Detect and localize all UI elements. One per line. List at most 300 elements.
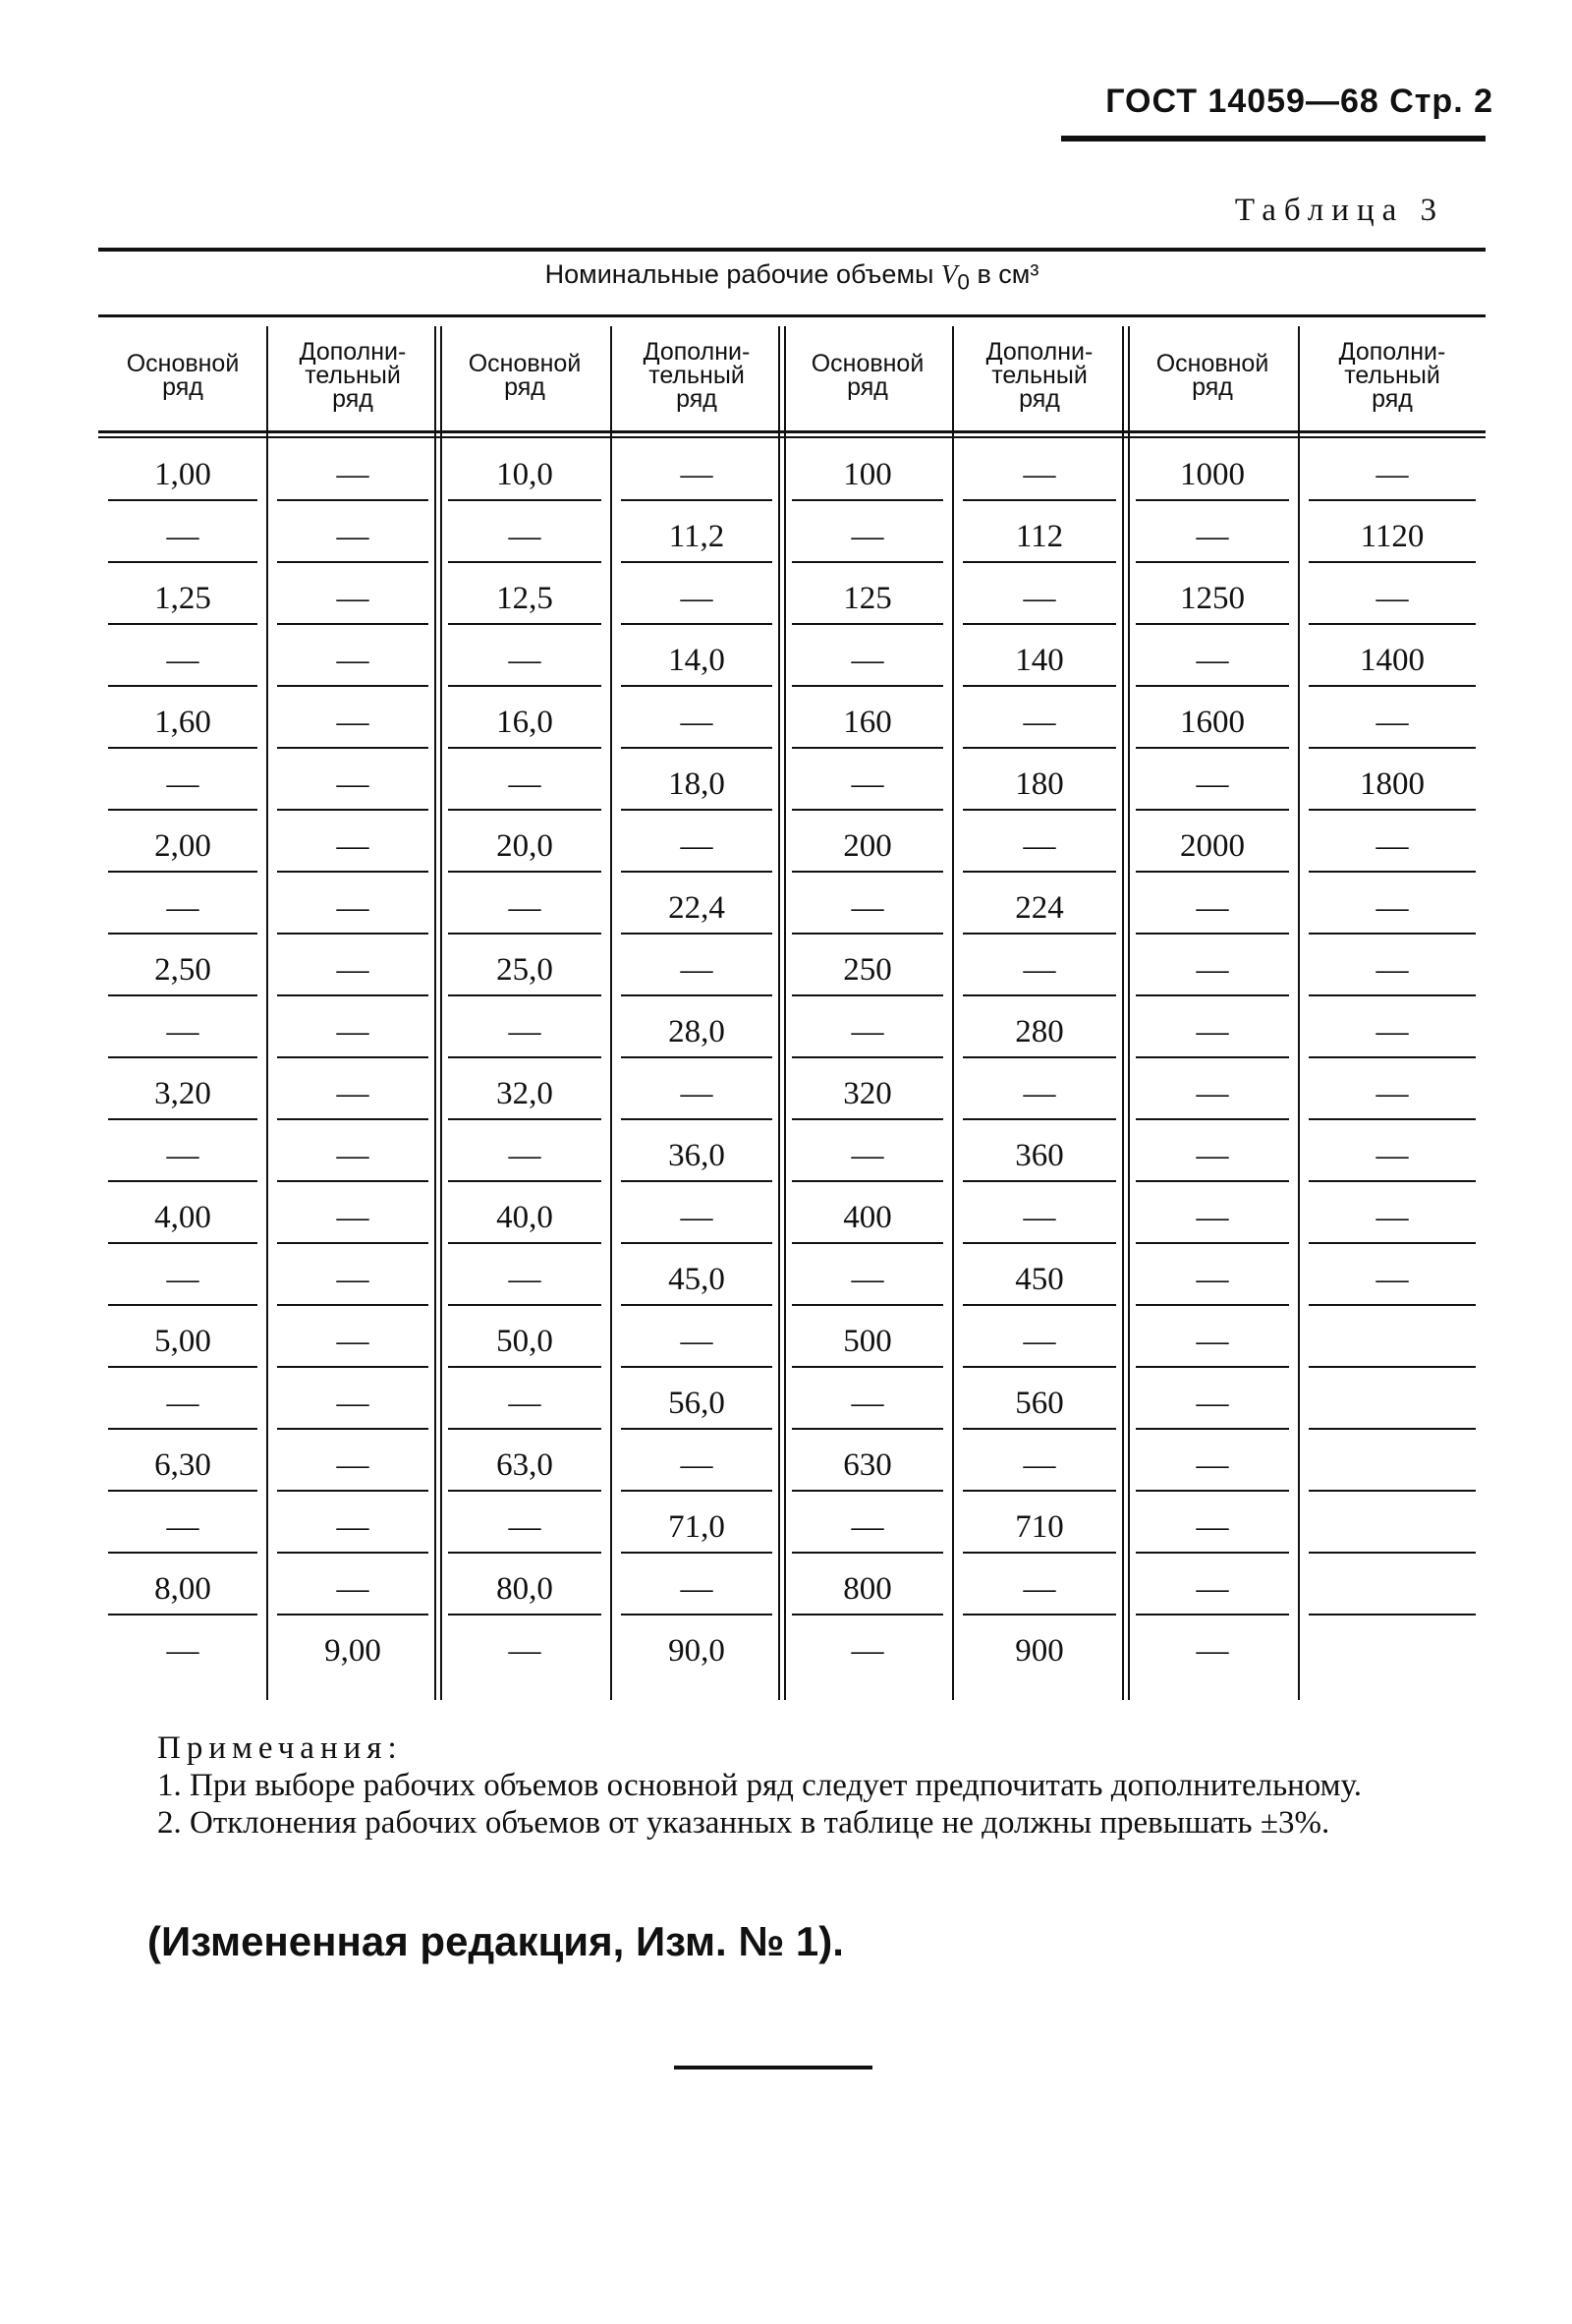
table-cell [448,1247,601,1308]
table-cell [448,1557,601,1617]
cell-rule [621,747,772,749]
column-header: Основной ряд [811,350,925,401]
cell-rule [277,561,428,563]
table-cell [108,814,257,875]
cell-value: 90,0 [668,1633,725,1669]
table-cell [1136,876,1289,936]
table-cell [1309,814,1476,875]
cell-rule [108,1428,257,1430]
cell-value: — [336,890,369,926]
table-cell [108,1061,257,1122]
table-cell [963,1185,1116,1246]
table-cell [108,937,257,998]
cell-value: — [1023,705,1056,740]
table-cell [621,1495,772,1556]
table-cell [448,876,601,936]
table-cell [108,566,257,627]
cell-rule [621,1180,772,1182]
cell-value: — [1376,457,1409,492]
table-cell [792,1247,943,1308]
cell-rule [448,623,601,625]
cell-value: 56,0 [668,1386,725,1421]
cell-rule [277,499,428,501]
cell-rule [108,1366,257,1368]
cell-value: 32,0 [496,1076,553,1111]
table-cell [448,1618,601,1679]
cell-rule [621,1118,772,1120]
table-cell [277,504,428,565]
table-cell [1309,504,1476,565]
table-cell [277,1557,428,1617]
cell-rule [621,809,772,811]
cell-value: 8,00 [154,1571,211,1607]
table-cell [621,504,772,565]
cell-value: — [166,766,199,802]
cell-value: 1250 [1180,581,1245,616]
cell-rule [108,994,257,996]
cell-value: 160 [843,705,892,740]
cell-rule [277,747,428,749]
cell-value: — [851,519,884,554]
table-cell [963,628,1116,689]
cell-rule [277,623,428,625]
table-cell [1136,1123,1289,1184]
table-cell [1136,1495,1289,1556]
header-rule [1061,136,1486,142]
cell-value: — [1196,643,1229,678]
table-top-rule [98,248,1486,252]
cell-rule [1136,623,1289,625]
cell-value: — [680,1076,713,1111]
table-cell [1136,1618,1289,1679]
cell-value: 4,00 [154,1200,211,1235]
table-title-subscript: 0 [957,269,970,295]
column-header: Основной ряд [1155,350,1269,401]
cell-rule [448,561,601,563]
table-cell [448,1185,601,1246]
table-cell [792,814,943,875]
table-cell [1136,1185,1289,1246]
column-divider [266,326,268,1700]
cell-rule [448,1490,601,1492]
cell-value: 22,4 [668,890,725,926]
table-cell [792,628,943,689]
table-cell [108,628,257,689]
cell-rule [792,1366,943,1368]
cell-value: — [336,828,369,864]
cell-value: — [1376,1014,1409,1049]
table-cell [1309,876,1476,936]
cell-rule [108,1552,257,1554]
table-cell [277,1433,428,1494]
cell-value: — [166,1262,199,1297]
cell-rule [963,1118,1116,1120]
table-cell [108,1557,257,1617]
table-cell [792,504,943,565]
cell-value: 224 [1015,890,1064,926]
cell-rule [277,1056,428,1058]
cell-rule [108,1242,257,1244]
table-cell [108,752,257,813]
cell-value: — [1376,1262,1409,1297]
table-cell [621,690,772,751]
cell-value: 100 [843,457,892,492]
column-header-rule [98,430,1486,433]
table-cell [1309,566,1476,627]
table-cell [1309,999,1476,1060]
cell-rule [792,1118,943,1120]
cell-value: — [851,1262,884,1297]
cell-value: — [1023,1324,1056,1359]
table-title [98,259,1486,295]
table-cell [1309,442,1476,503]
column-divider [434,326,436,1700]
table-cell [448,1061,601,1122]
table-cell [1309,1557,1476,1617]
table-cell [448,442,601,503]
cell-rule [792,561,943,563]
table-cell [792,1061,943,1122]
cell-value: — [508,890,541,926]
cell-rule [448,1118,601,1120]
cell-rule [621,933,772,935]
cell-value: 1,00 [154,457,211,492]
cell-value: 18,0 [668,766,725,802]
table-cell [1309,1618,1476,1679]
cell-rule [448,1614,601,1615]
cell-value: 2,00 [154,828,211,864]
cell-value: — [336,1571,369,1607]
cell-value: — [680,705,713,740]
cell-value: 63,0 [496,1447,553,1483]
table-cell [108,504,257,565]
cell-value: 450 [1015,1262,1064,1297]
cell-value: — [1023,1200,1056,1235]
cell-value: — [166,890,199,926]
table-cell [792,690,943,751]
cell-rule [792,685,943,687]
cell-value: — [166,519,199,554]
cell-rule [1309,1304,1476,1306]
cell-value: — [680,457,713,492]
table-cell [108,1618,257,1679]
cell-value: — [1196,1076,1229,1111]
cell-rule [621,1428,772,1430]
cell-rule [108,561,257,563]
cell-value: — [336,705,369,740]
cell-rule [792,1056,943,1058]
cell-value: — [336,1200,369,1235]
table-cell [621,628,772,689]
table-cell [448,999,601,1060]
cell-value: — [851,890,884,926]
table-cell [963,1247,1116,1308]
cell-value: 20,0 [496,828,553,864]
cell-rule [448,1056,601,1058]
cell-value: 400 [843,1200,892,1235]
table-cell [621,442,772,503]
cell-rule [1136,747,1289,749]
cell-rule [792,809,943,811]
table-cell [792,1557,943,1617]
cell-value: 180 [1015,766,1064,802]
cell-value: 900 [1015,1633,1064,1669]
cell-value: — [1023,1447,1056,1483]
cell-rule [108,499,257,501]
column-header: Основной ряд [126,350,240,401]
table-cell [277,937,428,998]
cell-value: 320 [843,1076,892,1111]
cell-value: — [508,1138,541,1173]
cell-value: — [508,519,541,554]
table-cell [448,1309,601,1370]
cell-value: — [166,1633,199,1669]
cell-rule [108,1118,257,1120]
table-cell [448,1123,601,1184]
cell-value: — [1023,1076,1056,1111]
cell-value: — [1376,581,1409,616]
column-divider [610,326,612,1700]
cell-value: — [336,643,369,678]
table-cell [621,1433,772,1494]
cell-rule [792,1490,943,1492]
cell-rule [963,747,1116,749]
cell-value: — [1196,1014,1229,1049]
cell-value: 125 [843,581,892,616]
cell-value: — [1196,1571,1229,1607]
note-item-1: 1. При выборе рабочих объемов основной ряд следует предпочитать дополнительному. [157,1768,1362,1803]
cell-value: — [851,1014,884,1049]
cell-rule [108,747,257,749]
cell-rule [1309,1366,1476,1368]
cell-rule [621,871,772,873]
cell-rule [448,1180,601,1182]
table-cell [1136,690,1289,751]
table-cell [621,1618,772,1679]
table-cell [1309,1433,1476,1494]
cell-value: — [1196,952,1229,988]
cell-rule [963,809,1116,811]
cell-rule [792,747,943,749]
table-cell [963,999,1116,1060]
cell-value: 80,0 [496,1571,553,1607]
table-cell [277,876,428,936]
table-cell [792,1309,943,1370]
cell-value: — [1023,828,1056,864]
cell-rule [1309,1180,1476,1182]
table-cell [277,1185,428,1246]
cell-rule [448,1552,601,1554]
cell-rule [621,1366,772,1368]
cell-rule [448,499,601,501]
cell-value: — [1196,1200,1229,1235]
cell-value: — [1196,1262,1229,1297]
cell-rule [963,1242,1116,1244]
cell-rule [448,1428,601,1430]
cell-value: 3,20 [154,1076,211,1111]
cell-value: 28,0 [668,1014,725,1049]
cell-value: — [1196,1509,1229,1545]
cell-rule [621,623,772,625]
cell-rule [1136,1304,1289,1306]
table-cell [1136,1433,1289,1494]
cell-rule [621,1490,772,1492]
table-cell [1309,1309,1476,1370]
cell-rule [108,1490,257,1492]
table-cell [963,1433,1116,1494]
table-cell [277,1371,428,1432]
cell-value: — [851,1386,884,1421]
table-cell [621,1371,772,1432]
cell-value: — [1023,581,1056,616]
cell-value: — [851,1509,884,1545]
cell-value: 25,0 [496,952,553,988]
cell-rule [621,1552,772,1554]
table-cell [277,1495,428,1556]
cell-rule [963,1366,1116,1368]
table-cell [963,814,1116,875]
table-cell [963,1309,1116,1370]
cell-rule [792,1614,943,1615]
cell-value: 36,0 [668,1138,725,1173]
table-cell [1136,814,1289,875]
table-cell [108,1247,257,1308]
cell-value: 1600 [1180,705,1245,740]
cell-value: 500 [843,1324,892,1359]
cell-rule [963,561,1116,563]
cell-value: — [336,1386,369,1421]
cell-value: 1,25 [154,581,211,616]
cell-value: — [1376,828,1409,864]
cell-value: — [680,581,713,616]
table-cell [963,1123,1116,1184]
cell-rule [792,1242,943,1244]
cell-value: — [336,952,369,988]
end-rule [674,2066,872,2069]
table-cell [1136,999,1289,1060]
cell-value: — [336,1014,369,1049]
table-cell [963,1371,1116,1432]
cell-value: — [336,1262,369,1297]
cell-rule [1309,623,1476,625]
table-cell [448,937,601,998]
cell-value: 1120 [1360,519,1425,554]
cell-rule [963,499,1116,501]
table-cell [277,628,428,689]
cell-rule [792,871,943,873]
table-cell [1309,752,1476,813]
cell-value: — [508,1262,541,1297]
cell-value: — [336,1138,369,1173]
cell-rule [277,1118,428,1120]
cell-value: — [680,1200,713,1235]
cell-value: 560 [1015,1386,1064,1421]
cell-value: — [1376,1200,1409,1235]
cell-value: — [851,1633,884,1669]
table-cell [1136,1309,1289,1370]
cell-rule [963,1552,1116,1554]
table-cell [108,1123,257,1184]
cell-rule [277,1180,428,1182]
cell-value: 50,0 [496,1324,553,1359]
amendment-note: (Измененная редакция, Изм. № 1). [147,1918,844,1964]
cell-value: — [166,1509,199,1545]
cell-value: — [166,1014,199,1049]
cell-rule [108,1180,257,1182]
table-cell [1309,937,1476,998]
table-cell [963,752,1116,813]
cell-value: — [508,1014,541,1049]
cell-value: 710 [1015,1509,1064,1545]
table-cell [448,504,601,565]
page-header: ГОСТ 14059—68 Стр. 2 [1105,83,1493,120]
table-cell [277,999,428,1060]
table-cell [108,1495,257,1556]
table-cell [1136,1061,1289,1122]
table-cell [963,1557,1116,1617]
cell-value: 630 [843,1447,892,1483]
table-cell [108,876,257,936]
cell-value: — [508,1386,541,1421]
table-cell [448,628,601,689]
cell-rule [963,623,1116,625]
cell-value: — [336,457,369,492]
cell-value: 1800 [1360,766,1425,802]
cell-rule [448,1242,601,1244]
cell-rule [963,871,1116,873]
column-divider [1122,326,1124,1700]
table-cell [792,752,943,813]
notes-title: Примечания: [157,1730,403,1766]
cell-rule [108,1304,257,1306]
cell-rule [1309,994,1476,996]
cell-rule [1136,1490,1289,1492]
cell-rule [108,1056,257,1058]
table-cell [621,937,772,998]
table-cell [108,1371,257,1432]
table-cell [621,1309,772,1370]
cell-rule [277,809,428,811]
cell-rule [1309,685,1476,687]
column-header: Дополни- тельный ряд [1338,338,1446,413]
table-cell [963,504,1116,565]
cell-rule [108,1614,257,1615]
cell-rule [1136,809,1289,811]
cell-rule [448,1304,601,1306]
table-cell [448,1371,601,1432]
cell-value: 11,2 [668,519,725,554]
table-cell [1136,442,1289,503]
cell-value: 14,0 [668,643,725,678]
cell-rule [1309,1614,1476,1615]
table-cell [621,876,772,936]
cell-value: — [680,1571,713,1607]
table-cell [277,1309,428,1370]
cell-value: — [1376,705,1409,740]
cell-value: — [851,643,884,678]
cell-value: — [1196,1138,1229,1173]
cell-rule [621,1304,772,1306]
cell-rule [1136,1180,1289,1182]
table-cell [792,1618,943,1679]
cell-value: — [336,1447,369,1483]
cell-rule [108,809,257,811]
cell-rule [621,685,772,687]
table-cell [621,1061,772,1122]
cell-rule [1309,871,1476,873]
table-cell [277,1247,428,1308]
table-cell [963,690,1116,751]
